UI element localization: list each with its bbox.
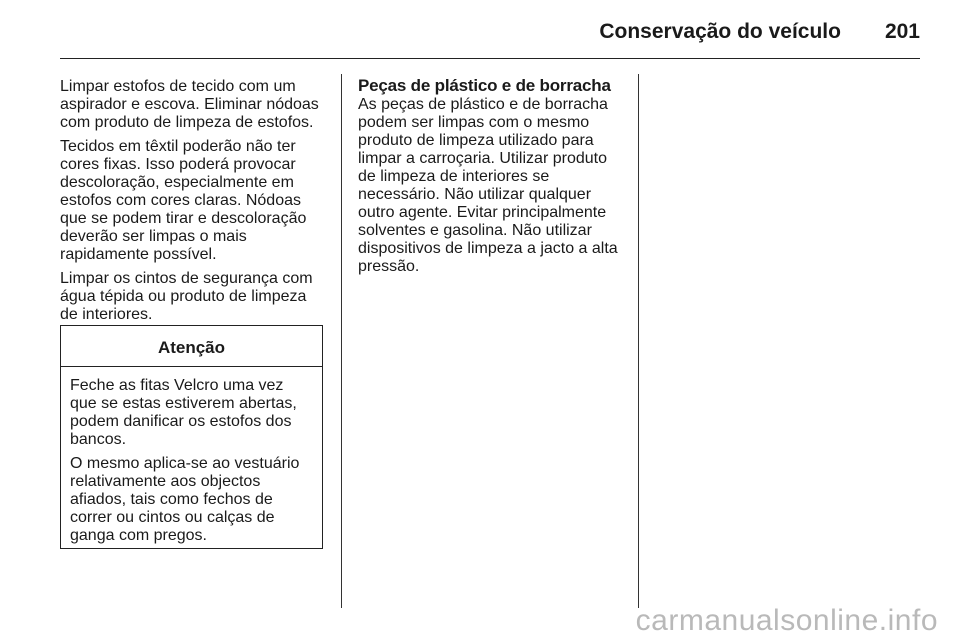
warning-paragraph-velcro: Feche as fitas Velcro uma vez que se estas estiverem abertas, podem danificar os estofos dos bancos.	[70, 377, 297, 448]
paragraph-seat-belts: Limpar os cintos de segurança com água tépida ou produto de limpeza de interiores.	[60, 270, 313, 323]
middle-column	[358, 78, 626, 282]
watermark: carmanualsonline.info	[635, 604, 938, 637]
left-column	[60, 78, 328, 330]
paragraph-plastic-rubber: As peças de plástico e de borracha podem ser limpas com o mesmo produto de limpeza utilizado para limpar a carroçaria. Utilizar produto de limpeza de interiores se necessário. Não utilizar qualquer outro agente. Evitar principalmente solventes e gasolina. Não utilizar dispositivos de limpeza a jacto a alta pressão.	[358, 96, 618, 275]
paragraph-upholstery-cleaning: Limpar estofos de tecido com um aspirador e escova. Eliminar nódoas com produto de limpeza de estofos.	[60, 78, 319, 131]
page-title: Conservação do veículo	[599, 20, 841, 43]
section-heading-plastic-rubber: Peças de plástico e de borracha	[358, 76, 611, 95]
warning-body	[61, 367, 322, 545]
page-number: 201	[884, 20, 920, 43]
warning-paragraph-clothing: O mesmo aplica-se ao vestuário relativamente aos objectos afiados, tais como fechos de correr ou cintos ou calças de ganga com pregos.	[70, 455, 300, 544]
header-rule	[60, 58, 920, 59]
column-divider-left	[341, 74, 342, 608]
warning-title: Atenção	[61, 326, 322, 367]
warning-box	[60, 325, 323, 549]
paragraph-textile-colors: Tecidos em têxtil poderão não ter cores fixas. Isso poderá provocar descoloração, especialmente em estofos com cores claras. Nódoas que se podem tirar e descoloração deverão ser limpas o mais rapidamente possível.	[60, 138, 307, 263]
page-header	[0, 14, 920, 50]
column-divider-right	[638, 74, 639, 608]
